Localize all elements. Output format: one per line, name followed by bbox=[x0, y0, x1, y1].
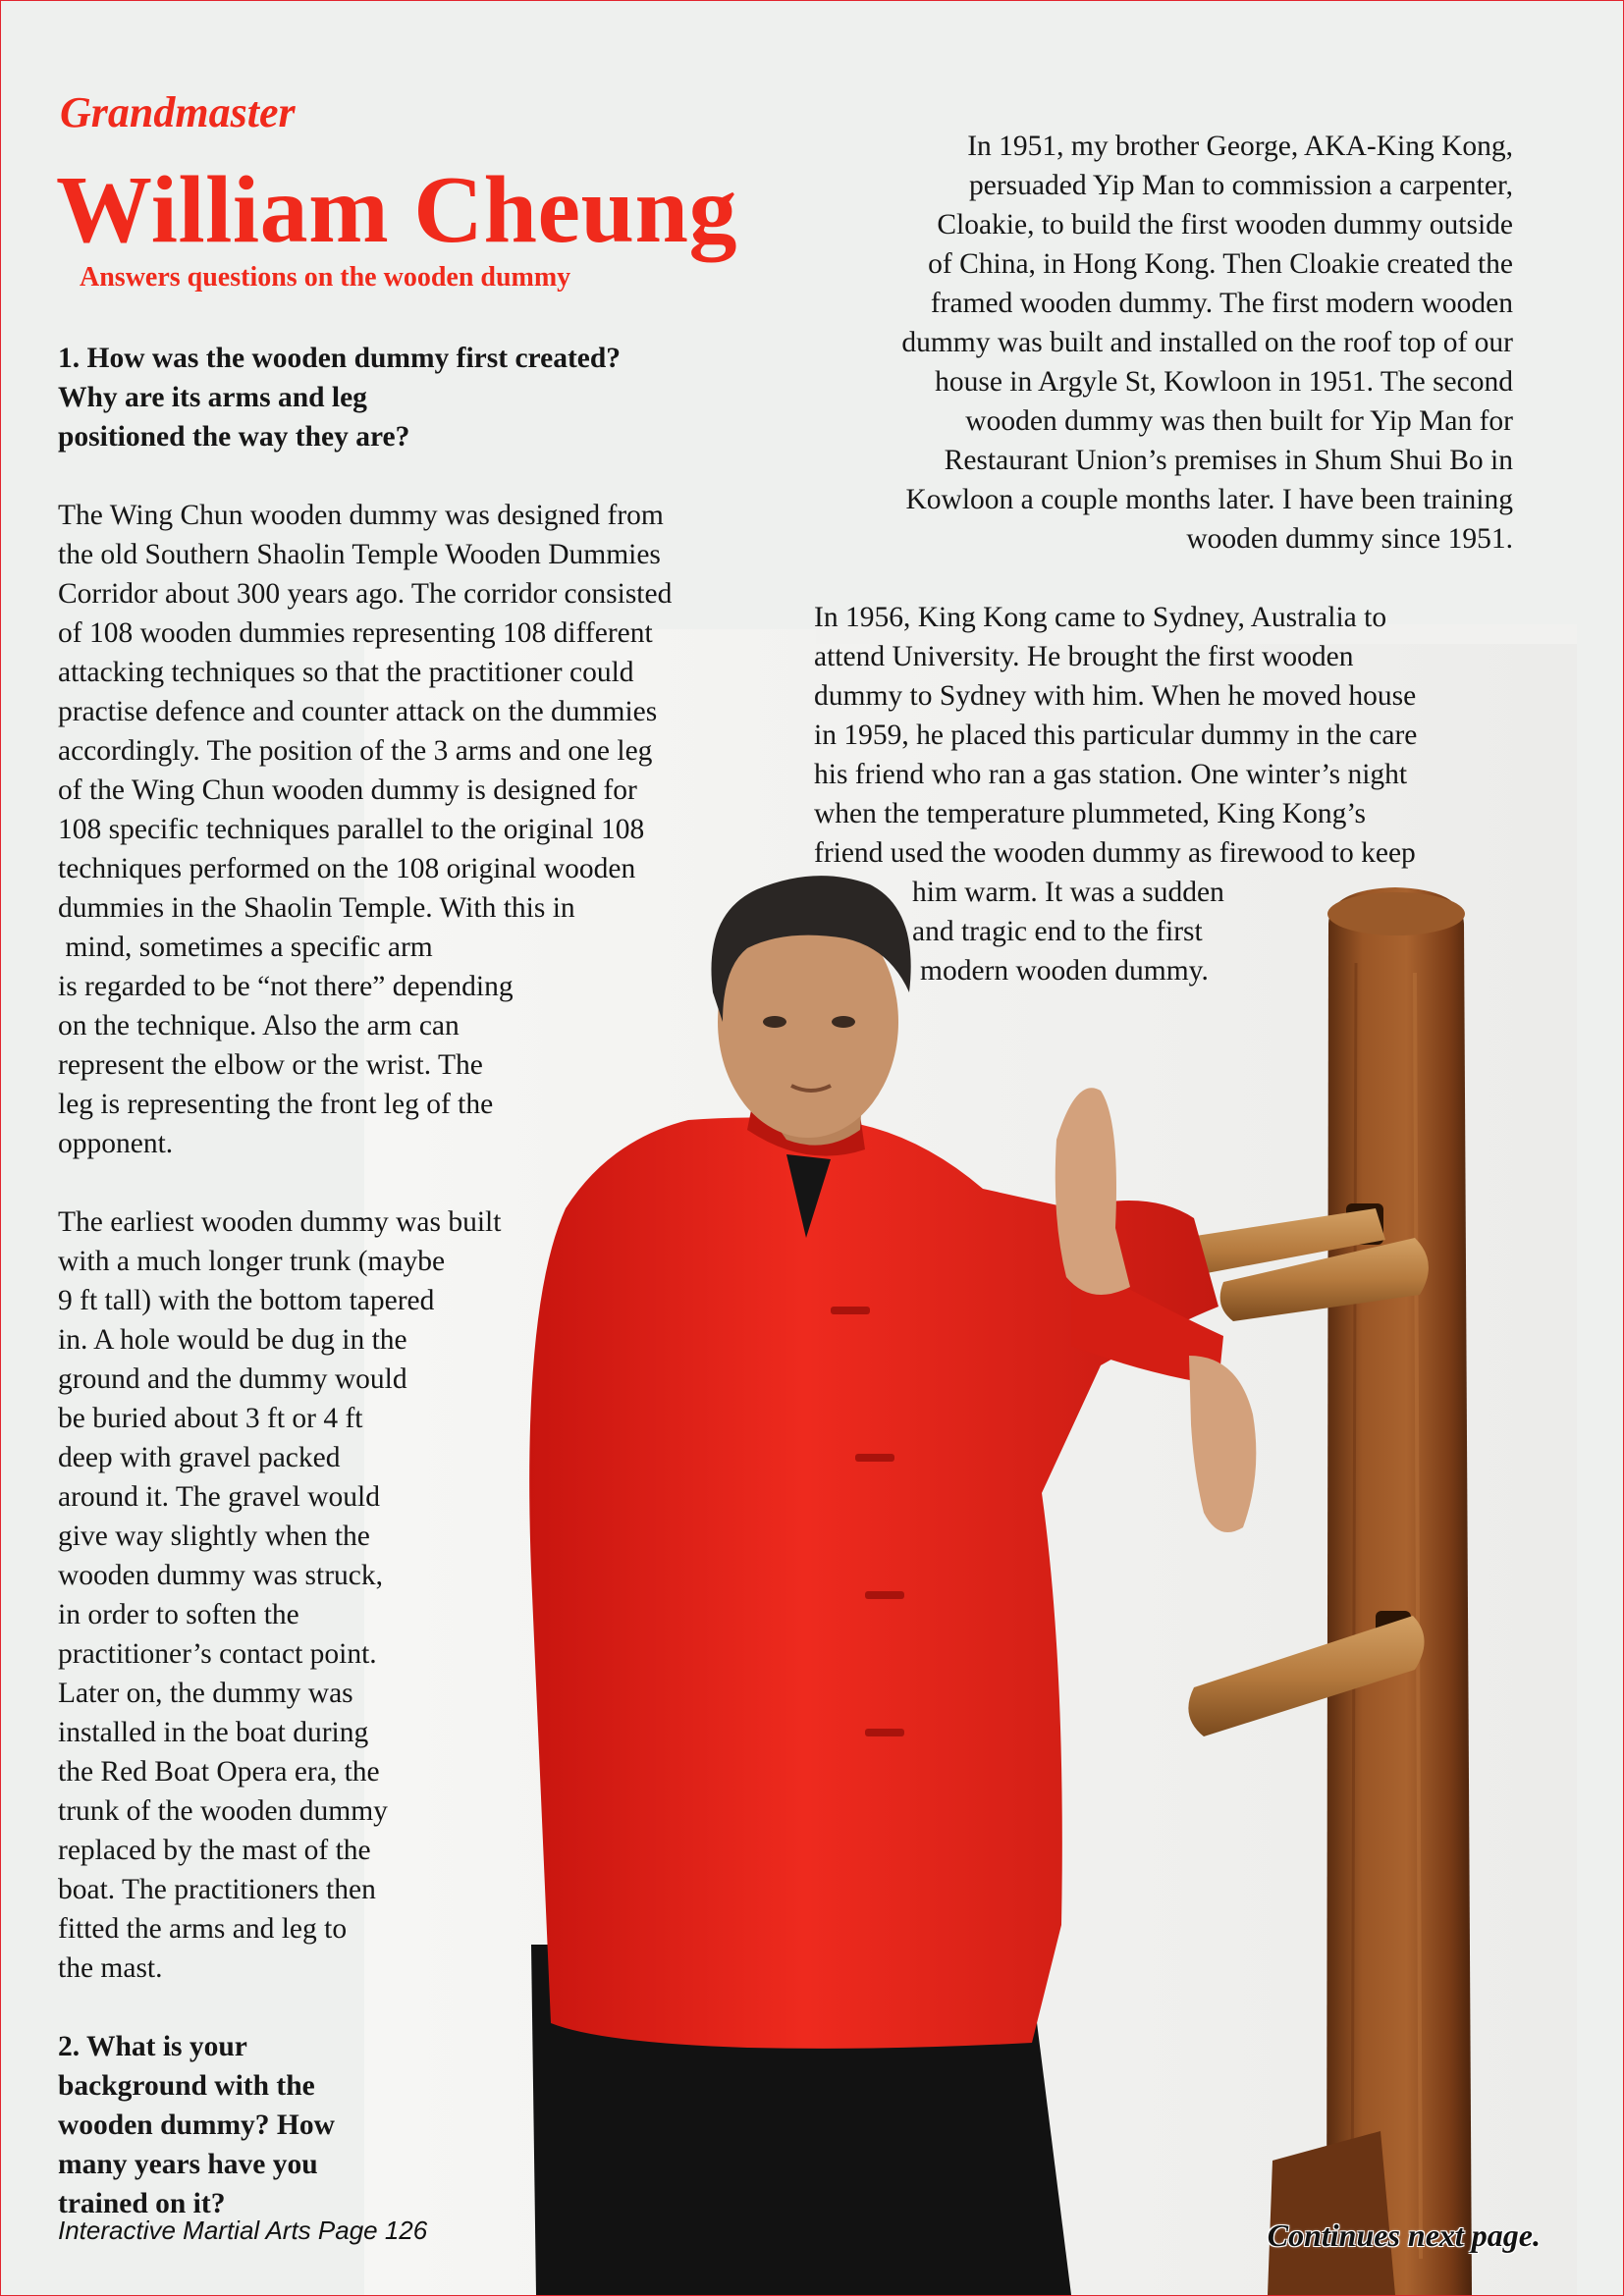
text-line: dummy to Sydney with him. When he moved house bbox=[814, 680, 1417, 712]
text-line: In 1951, my brother George, AKA-King Kong, bbox=[967, 131, 1513, 162]
text-line: the Red Boat Opera era, the bbox=[58, 1756, 380, 1788]
text-line: persuaded Yip Man to commission a carpenter, bbox=[969, 170, 1513, 201]
text-line: opponent. bbox=[58, 1128, 174, 1159]
text-line: fitted the arms and leg to bbox=[58, 1913, 348, 1945]
continues-next-page-note: Continues next page. bbox=[1267, 2217, 1541, 2253]
text-line: techniques performed on the 108 original wooden bbox=[58, 853, 636, 884]
text-line: his friend who ran a gas station. One winter’s night bbox=[814, 759, 1408, 790]
text-line: friend used the wooden dummy as firewood to keep bbox=[814, 837, 1416, 869]
answer-1-paragraph-1 bbox=[58, 496, 672, 1163]
question-2-line: many years have you bbox=[58, 2149, 318, 2180]
text-line: represent the elbow or the wrist. The bbox=[58, 1049, 483, 1081]
answer-2-paragraph-1 bbox=[806, 127, 1513, 559]
page-footer-publication: Interactive Martial Arts Page 126 bbox=[58, 2216, 428, 2245]
text-line: boat. The practitioners then bbox=[58, 1874, 376, 1905]
text-line: 9 ft tall) with the bottom tapered bbox=[58, 1285, 435, 1316]
text-line: of the Wing Chun wooden dummy is designed for bbox=[58, 774, 637, 806]
text-line: 108 specific techniques parallel to the original 108 bbox=[58, 814, 645, 845]
question-1-line: 1. How was the wooden dummy first created? bbox=[58, 343, 622, 374]
answer-1-paragraph-2 bbox=[58, 1202, 672, 1988]
question-2 bbox=[58, 2027, 672, 2223]
text-line: dummy was built and installed on the roof top of our bbox=[901, 327, 1513, 358]
article-subtitle: Answers questions on the wooden dummy bbox=[80, 262, 571, 293]
text-line: of China, in Hong Kong. Then Cloakie created the bbox=[928, 248, 1513, 280]
text-line: attend University. He brought the first wooden bbox=[814, 641, 1354, 672]
text-line: and tragic end to the first bbox=[912, 916, 1203, 947]
left-column bbox=[58, 339, 672, 2223]
text-line: give way slightly when the bbox=[58, 1521, 370, 1552]
text-line: wooden dummy since 1951. bbox=[1186, 523, 1513, 555]
text-line: leg is representing the front leg of the bbox=[58, 1089, 494, 1120]
text-line: accordingly. The position of the 3 arms and one leg bbox=[58, 735, 653, 767]
question-2-line: wooden dummy? How bbox=[58, 2109, 335, 2141]
text-line: Corridor about 300 years ago. The corridor consisted bbox=[58, 578, 673, 610]
text-line: replaced by the mast of the bbox=[58, 1835, 371, 1866]
text-line: in. A hole would be dug in the bbox=[58, 1324, 407, 1356]
text-line: wooden dummy was struck, bbox=[58, 1560, 384, 1591]
text-line: trunk of the wooden dummy bbox=[58, 1795, 388, 1827]
text-line: practise defence and counter attack on the dummies bbox=[58, 696, 658, 727]
text-line: installed in the boat during bbox=[58, 1717, 369, 1748]
text-line: modern wooden dummy. bbox=[920, 955, 1209, 987]
text-line: ground and the dummy would bbox=[58, 1363, 407, 1395]
question-1-line: positioned the way they are? bbox=[58, 421, 410, 453]
text-line: deep with gravel packed bbox=[58, 1442, 341, 1473]
text-line: mind, sometimes a specific arm bbox=[58, 932, 433, 963]
text-line: The Wing Chun wooden dummy was designed from bbox=[58, 500, 664, 531]
text-line: is regarded to be “not there” depending bbox=[58, 971, 514, 1002]
kicker-grandmaster: Grandmaster bbox=[60, 88, 296, 136]
text-line: of 108 wooden dummies representing 108 different bbox=[58, 617, 653, 649]
text-line: be buried about 3 ft or 4 ft bbox=[58, 1403, 363, 1434]
question-1-line: Why are its arms and leg bbox=[58, 382, 367, 413]
text-line: in 1959, he placed this particular dummy in the care bbox=[814, 720, 1418, 751]
text-line: In 1956, King Kong came to Sydney, Australia to bbox=[814, 602, 1387, 633]
text-line: in order to soften the bbox=[58, 1599, 299, 1630]
question-2-line: 2. What is your bbox=[58, 2031, 247, 2062]
article-title-name: William Cheung bbox=[56, 157, 738, 263]
text-line: around it. The gravel would bbox=[58, 1481, 380, 1513]
text-line: on the technique. Also the arm can bbox=[58, 1010, 460, 1041]
text-line: dummies in the Shaolin Temple. With this in bbox=[58, 892, 575, 924]
text-line: when the temperature plummeted, King Kong’s bbox=[814, 798, 1366, 829]
dummy-trunk bbox=[1326, 887, 1472, 2295]
question-1 bbox=[58, 339, 672, 456]
question-2-line: trained on it? bbox=[58, 2188, 226, 2219]
text-line: attacking techniques so that the practitioner could bbox=[58, 657, 634, 688]
text-line: The earliest wooden dummy was built bbox=[58, 1206, 502, 1238]
text-line: with a much longer trunk (maybe bbox=[58, 1246, 446, 1277]
answer-2-paragraph-2 bbox=[814, 598, 1417, 990]
text-line: wooden dummy was then built for Yip Man for bbox=[965, 405, 1513, 437]
question-2-line: background with the bbox=[58, 2070, 315, 2102]
text-line: practitioner’s contact point. bbox=[58, 1638, 377, 1670]
text-line: Restaurant Union’s premises in Shum Shui Bo in bbox=[944, 445, 1513, 476]
text-line: Later on, the dummy was bbox=[58, 1678, 353, 1709]
text-line: Kowloon a couple months later. I have been training bbox=[905, 484, 1513, 515]
text-line: him warm. It was a sudden bbox=[912, 877, 1224, 908]
text-line: Cloakie, to build the first wooden dummy outside bbox=[937, 209, 1513, 240]
text-line: framed wooden dummy. The first modern wooden bbox=[930, 288, 1513, 319]
text-line: house in Argyle St, Kowloon in 1951. The second bbox=[935, 366, 1513, 398]
text-line: the mast. bbox=[58, 1952, 163, 1984]
text-line: the old Southern Shaolin Temple Wooden Dummies bbox=[58, 539, 661, 570]
